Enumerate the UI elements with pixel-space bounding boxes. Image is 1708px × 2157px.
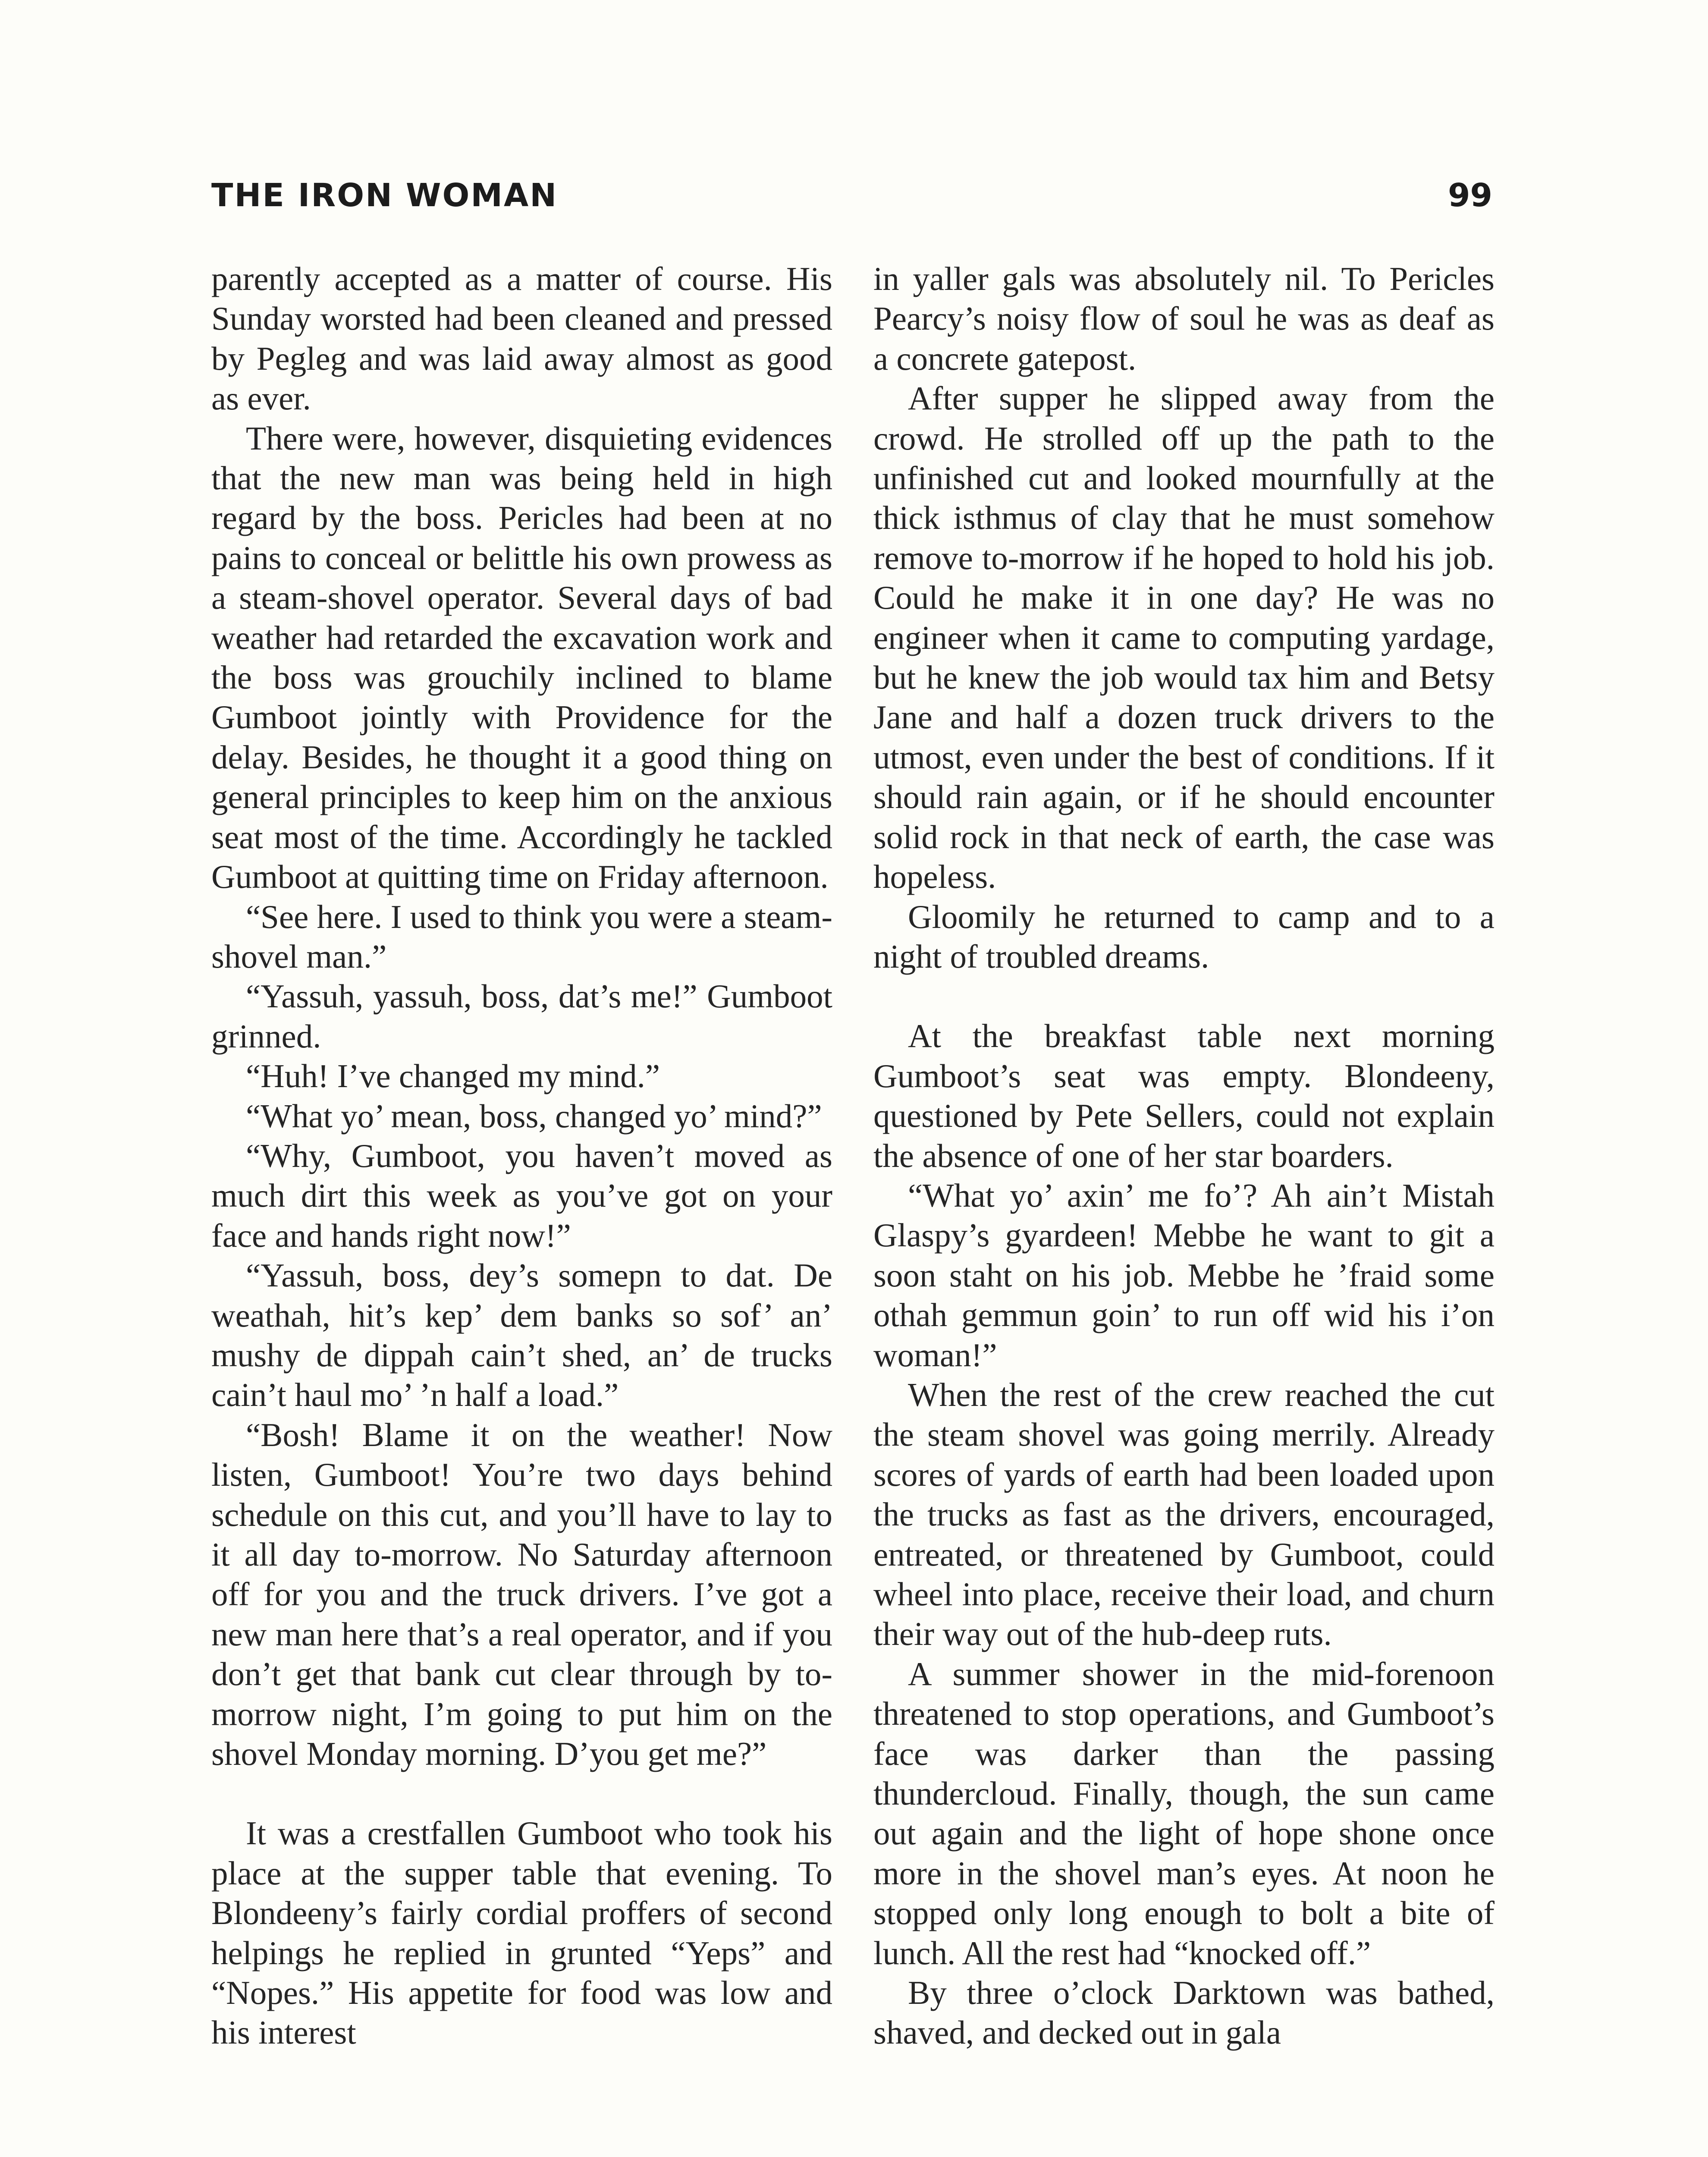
paragraph: By three o’clock Darktown was bathed, shaved, and decked out in gala xyxy=(873,1974,1494,2051)
running-title: THE IRON WOMAN xyxy=(211,177,558,214)
paragraph: “Why, Gumboot, you haven’t moved as much dirt this week as you’ve got on your face and hands right now!” xyxy=(211,1137,832,1254)
paragraph: “Bosh! Blame it on the weather! Now listen, Gumboot! You’re two days behind schedule on this cut, and you’ll have to lay to it all day to-morrow. No Saturday afternoon off for you and the truck drivers. I’ve got a new man here that’s a real operator, and if you don’t get that bank cut clear through by to-morrow night, I’m going to put him on the shovel Monday morning. D’you get me?” xyxy=(211,1416,832,1773)
paragraph: “Yassuh, yassuh, boss, dat’s me!” Gumboot grinned. xyxy=(211,978,832,1055)
page-number: 99 xyxy=(1448,177,1492,214)
paragraph: At the breakfast table next morning Gumboot’s seat was empty. Blondeeny, questioned by Pete Sellers, could not explain the absence of one of her star boarders. xyxy=(873,1017,1494,1174)
paragraph: “See here. I used to think you were a steam-shovel man.” xyxy=(211,898,832,975)
paragraph: “What yo’ mean, boss, changed yo’ mind?” xyxy=(246,1097,822,1135)
paragraph: There were, however, disquieting evidences that the new man was being held in high regard by the boss. Pericles had been at no pains to conceal or belittle his own prowess as a steam-shovel operator. Several days of bad weather had retarded the excavation work and the boss was grouchily inclined to blame Gumboot jointly with Providence for the delay. Besides, he thought it a good thing on general principles to keep him on the anxious seat most of the time. Accordingly he tackled Gumboot at quitting time on Friday afternoon. xyxy=(211,419,832,896)
paragraph: “Yassuh, boss, dey’s somepn to dat. De weathah, hit’s kep’ dem banks so sof’ an’ mushy de dippah cain’t shed, an’ de trucks cain’t haul mo’ ’n half a load.” xyxy=(211,1257,832,1414)
paragraph: A summer shower in the mid-forenoon threatened to stop operations, and Gumboot’s face was darker than the passing thundercloud. Finally, though, the sun came out again and the light of hope shone once more in the shovel man’s eyes. At noon he stopped only long enough to bolt a bite of lunch. All the rest had “knocked off.” xyxy=(873,1655,1494,1971)
paragraph: “What yo’ axin’ me fo’? Ah ain’t Mistah Glaspy’s gyardeen! Mebbe he want to git a soon staht on his job. Mebbe he ’fraid some othah gemmun goin’ to run off wid his i’on woman!” xyxy=(873,1176,1494,1374)
paragraph: “Huh! I’ve changed my mind.” xyxy=(246,1057,660,1095)
left-text-column xyxy=(211,259,832,2053)
paragraph: It was a crestfallen Gumboot who took his place at the supper table that evening. To Blondeeny’s fairly cordial proffers of second helpings he replied in grunted “Yeps” and “Nopes.” His appetite for food was low and his interest xyxy=(211,1814,832,2051)
right-text-column xyxy=(873,259,1494,2053)
paragraph: After supper he slipped away from the crowd. He strolled off up the path to the unfinished cut and looked mournfully at the thick isthmus of clay that he must somehow remove to-morrow if he hoped to hold his job. Could he make it in one day? He was no engineer when it came to computing yardage, but he knew the job would tax him and Betsy Jane and half a dozen truck drivers to the utmost, even under the best of conditions. If it should rain again, or if he should encounter solid rock in that neck of earth, the case was hopeless. xyxy=(873,380,1494,896)
paragraph: in yaller gals was absolutely nil. To Pericles Pearcy’s noisy flow of soul he was as deaf as a concrete gatepost. xyxy=(873,260,1494,377)
paragraph: parently accepted as a matter of course. His Sunday worsted had been cleaned and pressed by Pegleg and was laid away almost as good as ever. xyxy=(211,260,832,417)
paragraph: When the rest of the crew reached the cut the steam shovel was going merrily. Already scores of yards of earth had been loaded upon the trucks as fast as the drivers, encouraged, entreated, or threatened by Gumboot, could wheel into place, receive their load, and churn their way out of the hub-deep ruts. xyxy=(873,1376,1494,1653)
paragraph: Gloomily he returned to camp and to a night of troubled dreams. xyxy=(873,898,1494,975)
